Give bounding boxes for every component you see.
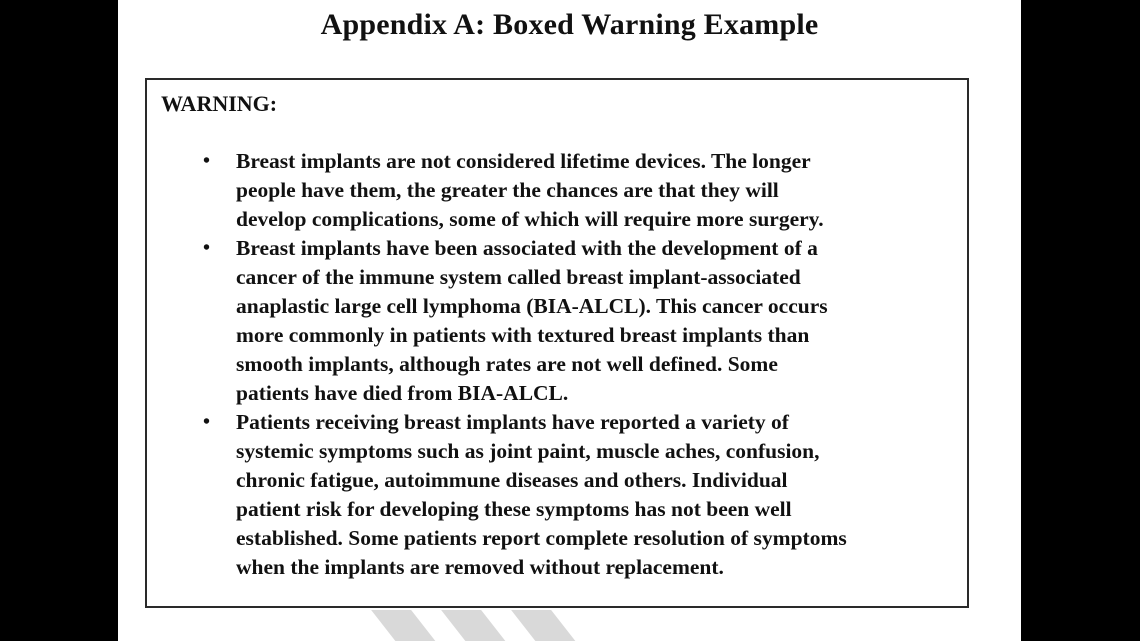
warning-bullet-list	[147, 147, 967, 582]
bullet-line: patient risk for developing these symptoms has not been well	[236, 497, 792, 521]
page-title: Appendix A: Boxed Warning Example	[320, 8, 819, 41]
boxed-warning	[145, 78, 969, 608]
bullet-line: develop complications, some of which will require more surgery.	[236, 207, 824, 231]
bullet-line: patients have died from BIA-ALCL.	[236, 381, 569, 405]
bullet-line: cancer of the immune system called breast implant-associated	[236, 265, 801, 289]
bullet-icon: •	[203, 150, 211, 172]
bullet-line: Breast implants are not considered lifetime devices. The longer	[236, 149, 811, 173]
warning-bullet-item	[147, 408, 967, 582]
bullet-line: when the implants are removed without replacement.	[236, 555, 724, 579]
bullet-line: established. Some patients report complete resolution of symptoms	[236, 526, 847, 550]
warning-heading: WARNING:	[161, 91, 278, 116]
bullet-icon: •	[203, 237, 211, 259]
warning-bullet-item	[147, 234, 967, 408]
bullet-line: people have them, the greater the chances are that they will	[236, 178, 779, 202]
bullet-line: smooth implants, although rates are not well defined. Some	[236, 352, 778, 376]
bullet-icon: •	[203, 411, 211, 433]
warning-bullet-item	[147, 147, 967, 234]
background-watermark-stripe	[511, 610, 645, 641]
bullet-line: more commonly in patients with textured breast implants than	[236, 323, 810, 347]
bullet-line: systemic symptoms such as joint paint, muscle aches, confusion,	[236, 439, 820, 463]
bullet-line: Breast implants have been associated with the development of a	[236, 236, 818, 260]
bullet-line: Patients receiving breast implants have reported a variety of	[236, 410, 789, 434]
document-page	[118, 0, 1021, 641]
bullet-line: chronic fatigue, autoimmune diseases and others. Individual	[236, 468, 788, 492]
bullet-line: anaplastic large cell lymphoma (BIA-ALCL). This cancer occurs	[236, 294, 828, 318]
